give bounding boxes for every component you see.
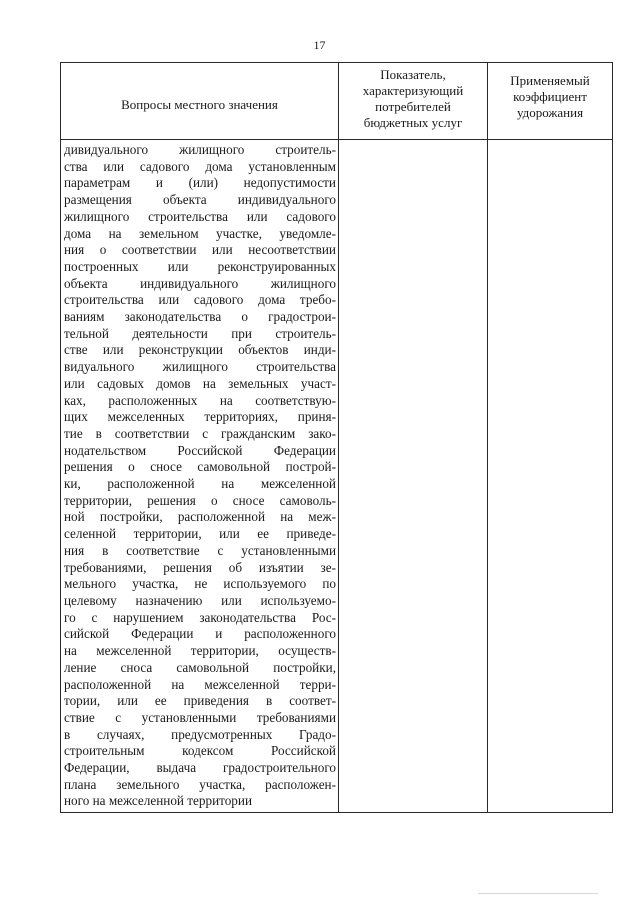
text-line: ния о соответствии или несоответствии — [64, 242, 336, 258]
header-indicator — [339, 63, 488, 140]
text-line: решения о сносе самовольной построй- — [64, 459, 336, 475]
text-line: ваниям законодательства о градострои- — [64, 309, 336, 325]
text-line: целевому назначению или используемо- — [64, 592, 336, 608]
text-line: требованиями, решения об изъятии зе- — [64, 559, 336, 575]
text-line: тельной деятельности при строитель- — [64, 325, 336, 341]
text-line: построенных или реконструированных — [64, 258, 336, 274]
local-issue-text-cell — [61, 140, 339, 813]
text-line: размещения объекта индивидуального — [64, 192, 336, 208]
text-line: территории, решения о сносе самоволь- — [64, 492, 336, 508]
text-line: ного на межселенной территории — [64, 793, 253, 809]
text-line: ки, расположенной на межселенной — [64, 476, 336, 492]
header-coefficient — [488, 63, 613, 140]
header-indicator-line: потребителей — [375, 99, 451, 114]
header-local-issues: Вопросы местного значения — [61, 63, 339, 140]
text-line: тории, или ее приведения в соответ- — [64, 693, 336, 709]
text-line: ках, расположенных на соответствую- — [64, 392, 336, 408]
document-table — [60, 62, 613, 813]
scan-artifact-line — [478, 893, 598, 894]
text-line: го с нарушением законодательства Рос- — [64, 609, 336, 625]
text-line: щих межселенных территориях, приня- — [64, 409, 336, 425]
text-line: на межселенной территории, осуществ- — [64, 643, 336, 659]
indicator-cell — [339, 140, 488, 813]
text-line: ния в соответствие с установленными — [64, 542, 336, 558]
text-line: нодательством Российской Федерации — [64, 442, 336, 458]
text-line: мельного участка, не используемого по — [64, 576, 336, 592]
text-line: или садовых домов на земельных участ- — [64, 375, 336, 391]
text-line: ной постройки, расположенной на меж- — [64, 509, 336, 525]
header-indicator-line: бюджетных услуг — [363, 115, 463, 130]
text-line: ствие с установленными требованиями — [64, 709, 336, 725]
text-line: плана земельного участка, расположен- — [64, 776, 336, 792]
text-line: ление сноса самовольной постройки, — [64, 659, 336, 675]
text-line: видуального жилищного строительства — [64, 359, 336, 375]
text-line: параметрам и (или) недопустимости — [64, 175, 336, 191]
header-coefficient-line: Применяемый — [510, 73, 590, 88]
header-coefficient-line: коэффициент — [513, 89, 587, 104]
page-number: 17 — [313, 38, 326, 52]
text-line: Федерации, выдача градостроительного — [64, 760, 336, 776]
text-line: сийской Федерации и расположенного — [64, 626, 336, 642]
header-indicator-line: Показатель, — [380, 67, 446, 82]
text-line: селенной территории, или ее приведе- — [64, 526, 336, 542]
text-line: строительным кодексом Российской — [64, 743, 336, 759]
header-coefficient-line: удорожания — [516, 105, 584, 120]
text-line: объекта индивидуального жилищного — [64, 275, 336, 291]
text-line: жилищного строительства или садового — [64, 208, 336, 224]
text-line: строительства или садового дома требо- — [64, 292, 336, 308]
table-header-row — [61, 63, 613, 140]
text-line: дома на земельном участке, уведомле- — [64, 225, 336, 241]
text-line: ства или садового дома установленным — [64, 158, 336, 174]
text-line: дивидуального жилищного строитель- — [64, 142, 336, 157]
text-line: в случаях, предусмотренных Градо- — [64, 726, 336, 742]
table-row — [61, 140, 613, 813]
text-line: расположенной на межселенной терри- — [64, 676, 336, 692]
text-line: стве или реконструкции объектов инди- — [64, 342, 336, 358]
text-line: тие в соответствии с гражданским зако- — [64, 425, 336, 441]
header-indicator-line: характеризующий — [362, 83, 464, 98]
coefficient-cell — [488, 140, 613, 813]
